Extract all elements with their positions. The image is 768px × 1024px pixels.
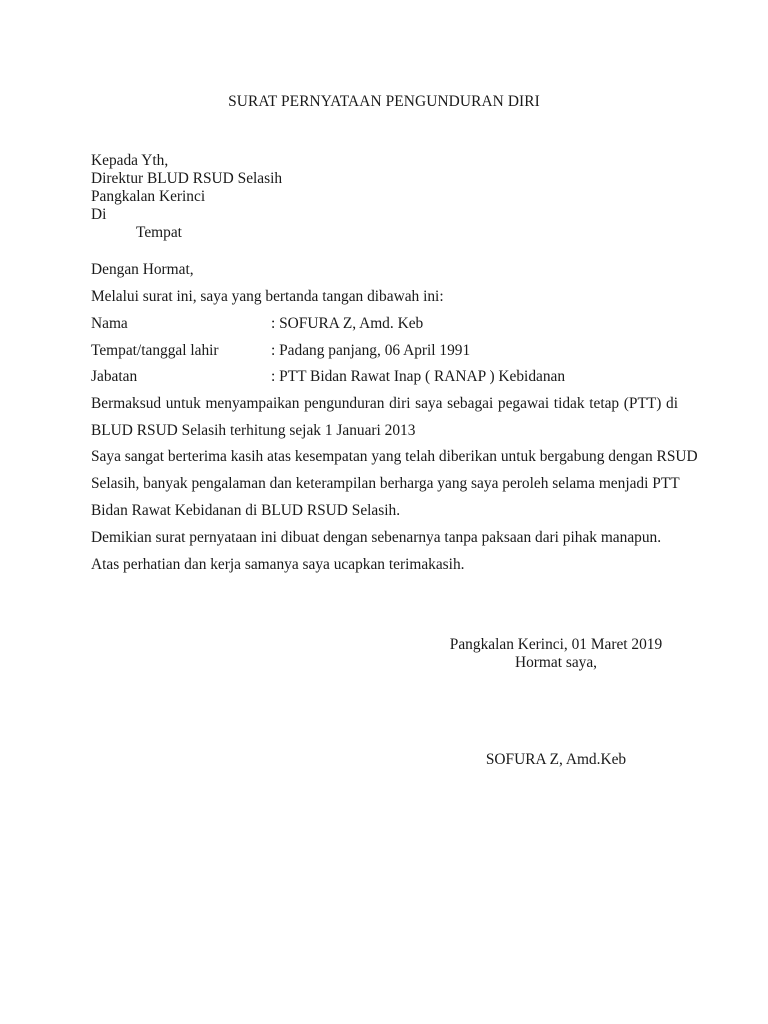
intro-text: Melalui surat ini, saya yang bertanda tangan dibawah ini: xyxy=(91,288,444,305)
field-label-jabatan: Jabatan xyxy=(91,368,138,385)
salutation: Dengan Hormat, xyxy=(91,261,194,278)
field-label-ttl: Tempat/tanggal lahir xyxy=(91,342,219,359)
field-value-ttl: : Padang panjang, 06 April 1991 xyxy=(271,342,471,359)
paragraph-2-line-2: Selasih, banyak pengalaman dan keterampilan berharga yang saya peroleh selama menjadi PTT xyxy=(91,475,680,492)
paragraph-2-line-1: Saya sangat berterima kasih atas kesempatan yang telah diberikan untuk bergabung dengan RSUD xyxy=(91,448,698,465)
signature-closing: Hormat saya, xyxy=(514,654,598,671)
paragraph-4: Atas perhatian dan kerja samanya saya ucapkan terimakasih. xyxy=(91,556,465,573)
letter-title: SURAT PERNYATAAN PENGUNDURAN DIRI xyxy=(228,93,540,110)
recipient-line-2: Pangkalan Kerinci xyxy=(91,188,206,205)
signature-name: SOFURA Z, Amd.Keb xyxy=(485,751,627,768)
recipient-line-4: Tempat xyxy=(136,224,182,241)
recipient-line-1: Direktur BLUD RSUD Selasih xyxy=(91,170,283,187)
recipient-greeting: Kepada Yth, xyxy=(91,152,169,169)
field-value-nama: : SOFURA Z, Amd. Keb xyxy=(271,315,424,332)
paragraph-1-line-2: BLUD RSUD Selasih terhitung sejak 1 Januari 2013 xyxy=(91,422,416,439)
signature-place-date: Pangkalan Kerinci, 01 Maret 2019 xyxy=(449,636,663,653)
paragraph-1-line-1: Bermaksud untuk menyampaikan pengunduran diri saya sebagai pegawai tidak tetap (PTT) di xyxy=(91,395,678,412)
recipient-line-3: Di xyxy=(91,206,107,223)
field-value-jabatan: : PTT Bidan Rawat Inap ( RANAP ) Kebidanan xyxy=(271,368,566,385)
field-label-nama: Nama xyxy=(91,315,128,332)
paragraph-3: Demikian surat pernyataan ini dibuat dengan sebenarnya tanpa paksaan dari pihak manapun. xyxy=(91,529,662,546)
paragraph-2-line-3: Bidan Rawat Kebidanan di BLUD RSUD Selasih. xyxy=(91,502,401,519)
